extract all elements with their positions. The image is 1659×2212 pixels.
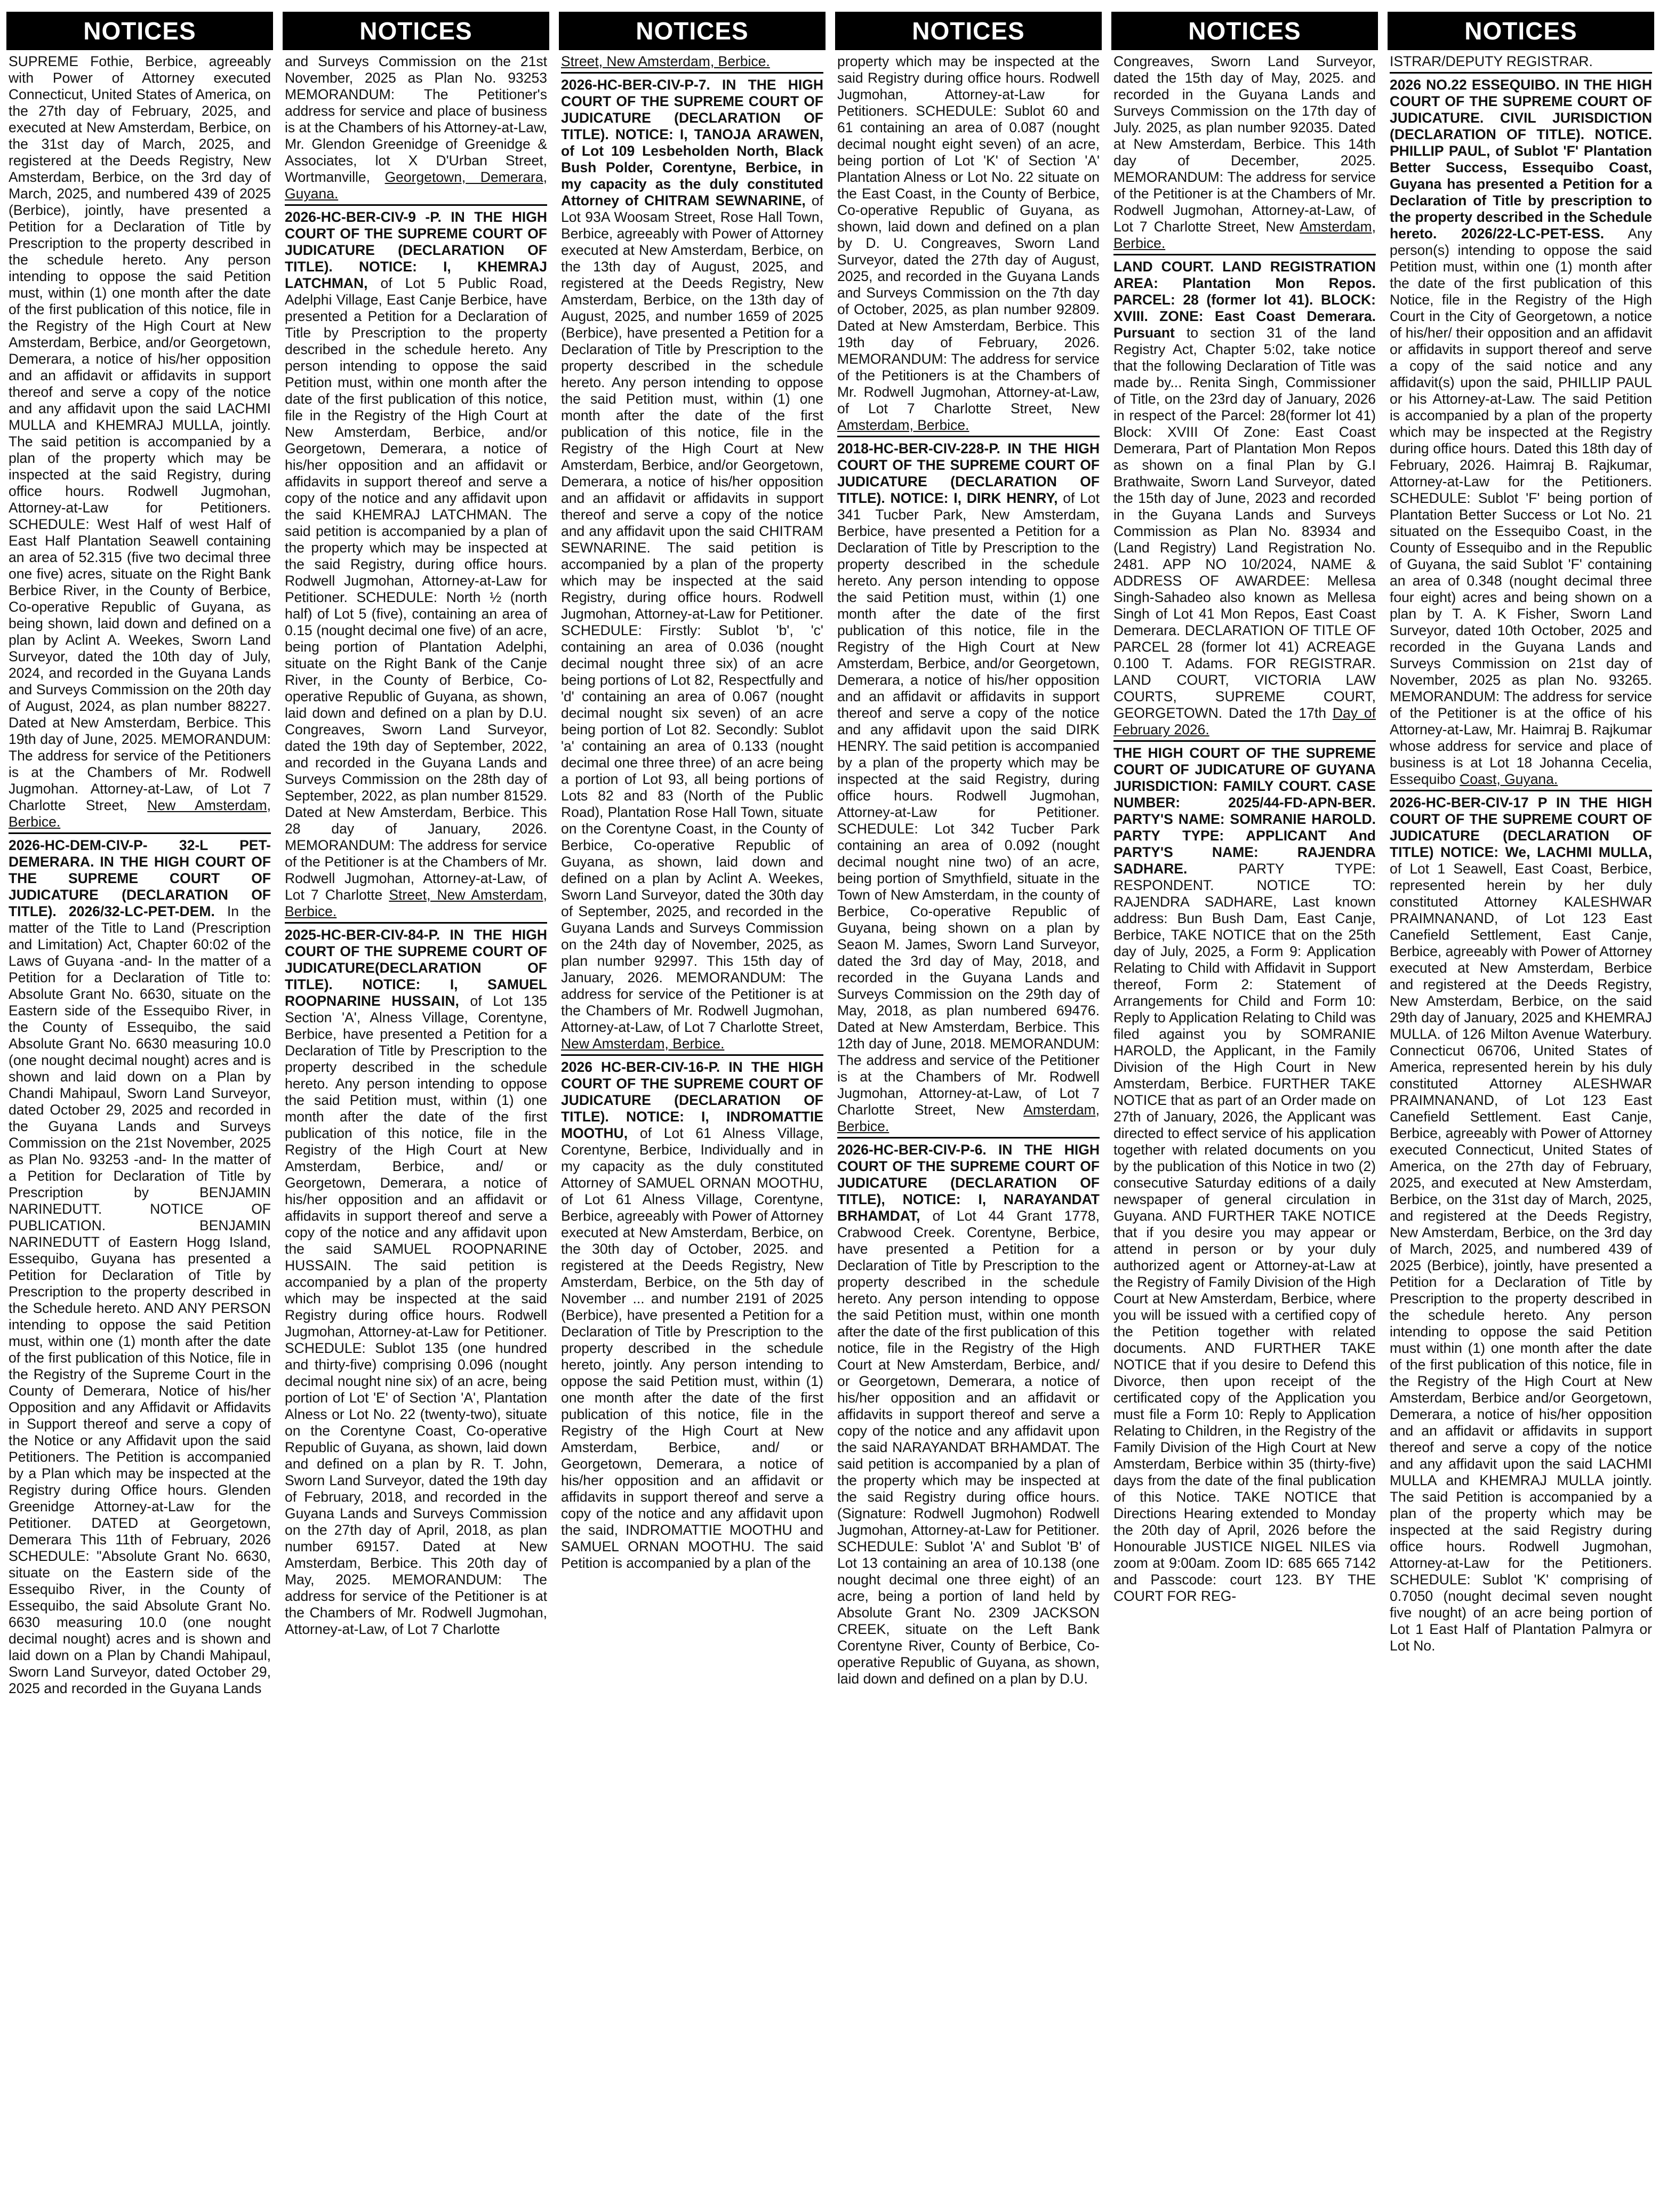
notices-column-body xyxy=(835,50,1102,1687)
notice-body: and Surveys Commission on the 21st November, 2025 as Plan No. 93253 MEMORANDUM: The Petitioner's address for service and place of business is at the Chambers of his Attorney-at-Law, Mr. Glendon Greenidge of Greenidge & Associates, lot X D'Urban Street, Wortmanville, xyxy=(285,53,547,185)
notices-header: NOTICES xyxy=(835,12,1102,50)
notices-column-body xyxy=(1388,50,1654,1654)
notice-body: of Lot 61 Alness Village, Corentyne, Berbice, Individually and in my capacity as the duly constituted Attorney of SAMUEL ORNAN MOOTHU, of Lot 61 Alness Village, Corentyne, Berbice, agreeably with Power of Attorney executed at New Amsterdam, Berbice, on the 30th day of October, 2025. and registered at the Deeds Registry, New Amsterdam, Berbice, on the 5th day of November ... and number 2191 of 2025 (Berbice), have presented a Petition for a Declaration of Title by Prescription to the property described in the schedule hereto, jointly. Any person intending to oppose the said Petition must, within (1) one month after the date of the first publication of this notice, file in the Registry of the High Court at New Amsterdam, Berbice, and/ or Georgetown, Demerara, a notice of his/her opposition and an affidavit or affidavits in support thereof and serve a copy of the notice and any affidavit upon the said, INDROMATTIE MOOTHU and SAMUEL ORNAN MOOTHU. The said Petition is accompanied by a plan of the xyxy=(561,1125,823,1571)
notice-heading: 2026 NO.22 ESSEQUIBO. IN THE HIGH COURT OF THE SUPREME COURT OF JUDICATURE. CIVIL JURISDICTION (DECLARATION OF TITLE). NOTICE. PHILLIP PAUL, of Sublot 'F' Plantation Better Success, Essequibo Coast, Guyana has presented a Petition for a Declaration of Title by prescription to the property described in the Schedule hereto. 2026/22-LC-PET-ESS. xyxy=(1390,77,1652,242)
notice-heading: 2026-HC-BER-CIV-P-6. IN THE HIGH COURT OF THE SUPREME COURT OF JUDICATURE (DECLARATION OF TITLE), NOTICE: I, NARAYANDAT BRHAMDAT, xyxy=(837,1142,1100,1224)
notices-column-body xyxy=(6,50,273,1697)
notice-heading: 2026-HC-BER-CIV-9 -P. IN THE HIGH COURT OF THE SUPREME COURT OF JUDICATURE (DECLARATION OF TITLE). NOTICE: I, KHEMRAJ LATCHMAN, xyxy=(285,209,547,291)
notice xyxy=(1113,259,1376,738)
notice-address-underlined: Georgetown, Demerara, Guyana. xyxy=(285,169,547,202)
notice xyxy=(1390,795,1652,1654)
notice-address-underlined: Amsterdam, Berbice. xyxy=(837,1102,1100,1134)
notice-divider xyxy=(285,204,547,206)
notice xyxy=(837,440,1100,1135)
notices-column-3 xyxy=(559,12,826,2208)
notice xyxy=(837,53,1100,434)
notice-body: property which may be inspected at the said Registry during office hours. Rodwell Jugmohan, Attorney-at-Law for Petitioners. SCHEDULE: Sublot 60 and 61 containing an area of 0.087 (nought decimal nought eight seven) of an acre, being portion of Lot 'K' of Section 'A' Plantation Alness or Lot No. 22 situate on the East Coast, in the County of Berbice, Co-operative Republic of Guyana, as shown, laid down and defined on a plan by D. U. Congreaves, Sworn Land Surveyor, dated the 27th day of August, 2025, and recorded in the Guyana Lands and Surveys Commission on the 7th day of October, 2025, as plan number 92809. Dated at New Amsterdam, Berbice. This 19th day of February, 2026. MEMORANDUM: The address for service of the Petitioners is at the Chambers of Mr. Rodwell Jugmohan, Attorney-at-Law, of Lot 7 Charlotte Street, New xyxy=(837,53,1100,416)
notice xyxy=(285,209,547,920)
notice-address-underlined: New Amsterdam, Berbice. xyxy=(9,797,271,830)
notice xyxy=(837,1142,1100,1687)
notices-column-body xyxy=(559,50,826,1572)
notice-divider xyxy=(561,72,823,74)
notices-column-4 xyxy=(835,12,1102,2208)
notice-address-underlined: New Amsterdam, Berbice. xyxy=(561,1036,725,1052)
notice-divider xyxy=(837,436,1100,437)
notice-body: Congreaves, Sworn Land Surveyor, dated the 15th day of May, 2025. and recorded in the Guyana Lands and Surveys Commission on the 17th day of July. 2025, as plan number 92035. Dated at New Amsterdam, Berbice. This 14th day of December, 2025. MEMORANDUM: The address for service of the Petitioner is at the Chambers of Mr. Rodwell Jugmohan, Attorney-at-Law, of Lot 7 Charlotte Street, New xyxy=(1113,53,1376,235)
notice xyxy=(285,53,547,202)
notice-heading: 2026-HC-DEM-CIV-P- 32-L PET- DEMERARA. IN THE HIGH COURT OF THE SUPREME COURT OF JUDICATURE (DECLARATION OF TITLE). 2026/32-LC-PET-DEM. xyxy=(9,837,271,919)
notice-body: of Lot 93A Woosam Street, Rose Hall Town, Berbice, agreeably with Power of Attorney executed at New Amsterdam, Berbice, on the 13th day of August, 2025, and registered at the Deeds Registry, New Amsterdam, Berbice, on the 13th day of August, 2025, and number 1659 of 2025 (Berbice), have presented a Petition for a Declaration of Title by Prescription to the property described in the schedule hereto. Any person intending to oppose the said Petition must, within (1) one month after the date of the first publication of this notice, file in the Registry of the High Court at New Amsterdam, Berbice, and/or Georgetown, Demerara, a notice of his/her opposition and an affidavit or affidavits in support thereof and serve a copy of the notice and any affidavit upon the said CHITRAM SEWNARINE. The said petition is accompanied by a plan of the property which may be inspected at the said Registry, during office hours. Rodwell Jugmohan, Attorney-at-Law for Petitioner. SCHEDULE: Firstly: Sublot 'b', 'c' containing an area of 0.036 (nought decimal nought three six) of an acre being portions of Lot 82, Respectfully and 'd' containing an area of 0.067 (nought decimal nought six seven) of an acre being portion of Lot 82. Secondly: Sublot 'a' containing an area of 0.133 (nought decimal one three three) of an acre being a portion of Lot 93, all being portions of Lots 82 and 83 (North of the Public Road), Plantation Rose Hall Town, situate on the Corentyne Coast, in the County of Berbice, Co-operative Republic of Guyana, as shown, laid down and defined on a plan by Aclint A. Weekes, Sworn Land Surveyor, dated the 30th day of September, 2025, and recorded in the Guyana Lands and Surveys Commission on the 24th day of November, 2025, as plan number 92997. This 15th day of January, 2026. MEMORANDUM: The address for service of the Petitioner is at the Chambers of Mr. Rodwell Jugmohan, Attorney-at-Law, of Lot 7 Charlotte Street, xyxy=(561,193,823,1035)
notice-body: of Lot 135 Section 'A', Alness Village, Corentyne, Berbice, have presented a Petition for a Declaration of Title by Prescription to the property described in the schedule hereto. Any person intending to oppose the said Petition must, within (1) one month after the date of the first publication of this notice, file in the Registry of the High Court at New Amsterdam, Berbice, and/ or Georgetown, Demerara, a notice of his/her opposition and an affidavit or affidavits in support thereof and serve a copy of the notice and any affidavit upon the said SAMUEL ROOPNARINE HUSSAIN. The said petition is accompanied by a plan of the property which may be inspected at the said Registry during office hours. Rodwell Jugmohan, Attorney-at-Law for Petitioner. SCHEDULE: Sublot 135 (one hundred and thirty-five) comprising 0.096 (nought decimal nought nine six) of an acre, being portion of Lot 'E' of Section 'A', Plantation Alness or Lot No. 22 (twenty-two), situate on the Corentyne Coast, Co-operative Republic of Guyana, as shown, laid down and defined on a plan by R. T. John, Sworn Land Surveyor, dated the 19th day of February, 2018, and recorded in the Guyana Lands and Surveys Commission on the 27th day of April, 2018, as plan number 69157. Dated at New Amsterdam, Berbice. This 20th day of May, 2025. MEMORANDUM: The address for service of the Petitioner is at the Chambers of Mr. Rodwell Jugmohan, Attorney-at-Law, of Lot 7 Charlotte xyxy=(285,993,547,1637)
notice-divider xyxy=(1113,740,1376,742)
notice-address-underlined: Coast, Guyana. xyxy=(1460,771,1558,787)
notice-address-underlined: Amsterdam, Berbice. xyxy=(1113,219,1376,251)
notice xyxy=(1390,77,1652,788)
notice-body: of Lot 44 Grant 1778, Crabwood Creek. Corentyne, Berbice, have presented a Petition for a Declaration of Title by Prescription to the property described in the schedule hereto. Any person intending to oppose the said Petition must, within one month after the date of the first publication of this notice, file in the Registry of the High Court at New Amsterdam, Berbice, and/ or Georgetown, Demerara, a notice of his/her opposition and an affidavit or affidavits in support thereof and serve a copy of the notice and any affidavit upon the said NARAYANDAT BRHAMDAT. The said petition is accompanied by a plan of the property which may be inspected at the said Registry during office hours. (Signature: Rodwell Jugmohon) Rodwell Jugmohan, Attorney-at-Law for Petitioner. SCHEDULE: Sublot 'A' and Sublot 'B' of Lot 13 containing an area of 10.138 (one nought decimal one three eight) of an acre, being a portion of land held by Absolute Grant No. 2309 JACKSON CREEK, situate on the Left Bank Corentyne River, County of Berbice, Co-operative Republic of Guyana, as shown, laid down and defined on a plan by D.U. xyxy=(837,1208,1100,1687)
notice-address-underlined: Amsterdam, Berbice. xyxy=(837,417,969,433)
notice-heading: 2018-HC-BER-CIV-228-P. IN THE HIGH COURT OF THE SUPREME COURT OF JUDICATURE (DECLARATION OF TITLE). NOTICE: I, DIRK HENRY, xyxy=(837,440,1100,506)
notice-body: PARTY TYPE: RESPONDENT. NOTICE TO: RAJENDRA SADHARE, Last known address: Bun Bush Dam, East Canje, Berbice, TAKE NOTICE that on the 25th day of July, 2025, a Form 9: Application Relating to Child with Affidavit in Support thereof, Form 2: Statement of Arrangements for Child and Form 10: Reply to Application Relating to Child was filed against you by SOMRANIE HAROLD, the Applicant, in the Family Division of the High Court in New Amsterdam, Berbice. FURTHER TAKE NOTICE that as part of an Order made on 27th of January, 2026, the Applicant was directed to effect service of his application together with related documents on you by the publication of this Notice in two (2) consecutive Saturday editions of a daily newspaper of general circulation in Guyana. AND FURTHER TAKE NOTICE that if you desire you may appear or attend in person or by your duly authorized agent or Attorney-at-Law at the Registry of Family Division of the High Court at New Amsterdam, Berbice, where you will be issued with a certified copy of the Petition together with related documents. AND FURTHER TAKE NOTICE that if you desire to Defend this Divorce, then upon receipt of the certificated copy of the Application you must file a Form 10: Reply to Application Relating to Children, in the Registry of the Family Division of the High Court at New Amsterdam, Berbice within 35 (thirty-five) days from the date of the final publication of this Notice. TAKE NOTICE that Directions Hearing extended to Monday the 20th day of April, 2026 before the Honourable JUSTICE NIGEL NILES via zoom at 9:00am. Zoom ID: 685 665 7142 and Passcode: court 123. BY THE COURT FOR REG- xyxy=(1113,861,1376,1604)
notice-address-underlined: Street, New Amsterdam, Berbice. xyxy=(561,53,770,69)
notice xyxy=(561,1059,823,1572)
notice xyxy=(561,53,823,70)
notice xyxy=(1390,53,1652,70)
notices-column-5 xyxy=(1111,12,1378,2208)
notice xyxy=(9,53,271,830)
notices-column-2 xyxy=(283,12,549,2208)
notice xyxy=(285,927,547,1638)
notice-body: Any person(s) intending to oppose the said Petition must, within one (1) month after the date of the first publication of this Notice, file in the Registry of the High Court in the City of Georgetown, a notice of his/her/ their opposition and an affidavit or affidavits in support thereof and serve a copy of the said notice and any affidavit(s) upon the said, PHILLIP PAUL or his Attorney-at-Law. The said Petition is accompanied by a plan of the property which may be inspected at the Registry during office hours. Dated this 18th day of February, 2026. Haimraj B. Rajkumar, Attorney-at-Law for the Petitioners. SCHEDULE: Sublot 'F' being portion of Plantation Better Success or Lot No. 21 situated on the Essequibo Coast, in the County of Essequibo and in the Republic of Guyana, the said Sublot 'F' containing an area of 0.348 (nought decimal three four eight) acres and being shown on a plan by T. A. K Fisher, Sworn Land Surveyor, dated 10th October, 2025 and recorded in the Guyana Lands and Surveys Commission on 21st day of November, 2025 as plan No. 93265. MEMORANDUM: The address for service of the Petitioner is at the office of his Attorney-at-Law, Mr. Haimraj B. Rajkumar whose address for service and place of business is at Lot 18 Johanna Cecelia, Essequibo xyxy=(1390,226,1652,787)
notice-heading: 2026 HC-BER-CIV-16-P. IN THE HIGH COURT OF THE SUPREME COURT OF JUDICATURE (DECLARATION OF TITLE). NOTICE: I, INDROMATTIE MOOTHU, xyxy=(561,1059,823,1141)
notices-column-1 xyxy=(6,12,273,2208)
notices-header: NOTICES xyxy=(1388,12,1654,50)
notices-column-body xyxy=(283,50,549,1638)
notice-body: In the matter of the Title to Land (Prescription and Limitation) Act, Chapter 60:02 of the Laws of Guyana -and- In the matter of a Petition for a Declaration of Title to: Absolute Grant No. 6630, situate on the Eastern side of the Essequibo River, in the County of Essequibo, the said Absolute Grant No. 6630 measuring 10.0 (one nought decimal nought) acres and is shown and laid down on a Plan by Chandi Mahipaul, Sworn Land Surveyor, dated October 29, 2025 and recorded in the Guyana Lands and Surveys Commission on the 21st November, 2025 as Plan No. 93253 -and- In the matter of a Petition for Declaration of Title by Prescription by BENJAMIN NARINEDUTT. NOTICE OF PUBLICATION. BENJAMIN NARINEDUTT of Eastern Hogg Island, Essequibo, Guyana has presented a Petition for Declaration of Title by Prescription to the property described in the Schedule hereto. AND ANY PERSON intending to oppose the said Petition must, within one (1) month after the date of the first publication of this Notice, file in the Registry of the Supreme Court in the County of Demerara, Notice of his/her Opposition and any Affidavit or Affidavits in Support thereof and serve a copy of the Notice or any Affidavit upon the said Petitioners. The Petition is accompanied by a Plan which may be inspected at the Registry during Office hours. Glenden Greenidge Attorney-at-Law for the Petitioner. DATED at Georgetown, Demerara This 11th of February, 2026 SCHEDULE: "Absolute Grant No. 6630, situate on the Eastern side of the Essequibo River, in the County of Essequibo, the said Absolute Grant No. 6630 measuring 10.0 (one nought decimal nought) acres and is shown and laid down on a Plan by Chandi Mahipaul, Sworn Land Surveyor, dated October 29, 2025 and recorded in the Guyana Lands xyxy=(9,903,271,1696)
notices-header: NOTICES xyxy=(6,12,273,50)
notice-divider xyxy=(285,922,547,924)
notice-body: SUPREME Fothie, Berbice, agreeably with Power of Attorney executed Connecticut, United States of America, on the 27th day of February, 2025, and executed at New Amsterdam, Berbice, on the 31st day of March, 2025, and registered at the Deeds Registry, New Amsterdam, Berbice, on the 3rd day of March, 2025, and numbered 439 of 2025 (Berbice), jointly, have presented a Petition for a Declaration of Title by Prescription to the property described in the schedule hereto. Any person intending to oppose the said Petition must, within (1) one month after the date of the first publication of this notice, file in the Registry of the High Court at New Amsterdam, Berbice, and/or Georgetown, Demerara, a notice of his/her opposition and an affidavit or affidavits in support thereof and serve a copy of the notice and any affidavit upon the said LACHMI MULLA and KHEMRAJ MULLA, jointly. The said petition is accompanied by a plan of the property which may be inspected at the said Registry, during office hours. Rodwell Jugmohan, Attorney-at-Law for Petitioners. SCHEDULE: West Half of west Half of East Half Plantation Seawell containing an area of 52.315 (five two decimal three one five) acres, situate on the Right Bank Berbice River, in the County of Berbice, Co-operative Republic of Guyana, as being shown, laid down and defined on a plan by Aclint A. Weekes, Sworn Land Surveyor, dated the 10th day of July, 2024, and recorded in the Guyana Lands and Surveys Commission on the 20th day of August, 2024, as plan number 88227. Dated at New Amsterdam, Berbice. This 19th day of June, 2025. MEMORANDUM: The address for service of the Petitioners is at the Chambers of Mr. Rodwell Jugmohan. Attorney-at-Law, of Lot 7 Charlotte Street, xyxy=(9,53,271,813)
notice xyxy=(9,837,271,1697)
notice xyxy=(561,77,823,1052)
notice-heading: LAND COURT. LAND REGISTRATION AREA: Plantation Mon Repos. PARCEL: 28 (former lot 41). BLOCK: XVIII. ZONE: East Coast Demerara. Pursuant xyxy=(1113,259,1376,341)
notices-column-6 xyxy=(1388,12,1654,2208)
notice-divider xyxy=(9,832,271,834)
notice-body: of Lot 341 Tucber Park, New Amsterdam, Berbice, have presented a Petition for a Declaration of Title by Prescription to the property described in the schedule hereto. Any person intending to oppose the said Petition must, within (1) one month after the date of the first publication of this notice, file in the Registry of the High Court at New Amsterdam, Berbice, and/or Georgetown, Demerara, a notice of his/her opposition and an affidavit or affidavits in support thereof and serve a copy of the notice and any affidavit upon the said DIRK HENRY. The said petition is accompanied by a plan of the property which may be inspected at the said Registry, during office hours. Rodwell Jugmohan, Attorney-at-Law for Petitioner. SCHEDULE: Lot 342 Tucber Park containing an area of 0.092 (nought decimal nought nine two) of an acre, being portion of Smythfield, situate in the Town of New Amsterdam, in the county of Berbice, Co-operative Republic of Guyana, being shown on a plan by Seaon M. James, Sworn Land Surveyor, dated the 3rd day of May, 2018, and recorded in the Guyana Lands and Surveys Commission on the 29th day of May, 2018, as plan numbered 69476. Dated at New Amsterdam, Berbice. This 12th day of June, 2018. MEMORANDUM: The address and service of the Petitioner is at the Chambers of Mr. Rodwell Jugmohan, Attorney-at-Law, of Lot 7 Charlotte Street, New xyxy=(837,490,1100,1118)
notices-header: NOTICES xyxy=(283,12,549,50)
notice-heading: 2026-HC-BER-CIV-17 P IN THE HIGH COURT OF THE SUPREME COURT OF JUDICATURE (DECLARATION OF TITLE) NOTICE: We, LACHMI MULLA, xyxy=(1390,795,1652,860)
notice-divider xyxy=(1113,254,1376,255)
notice xyxy=(1113,53,1376,252)
notice-address-underlined: Street, New Amsterdam, Berbice. xyxy=(285,887,547,919)
notice-body: to section 31 of the land Registry Act, Chapter 5:02, take notice that the following Declaration of Title was made by... Renita Singh, Commissioner of Title, on the 23rd day of January, 2026 in respect of the Parcel: 28(former lot 41) Block: XVIII Of Zone: East Coast Demerara, Part of Plantation Mon Repos as shown on a final Plan by G.I Brathwaite, Sworn Land Surveyor, dated the 15th day of June, 2023 and recorded in the Guyana Lands and Surveys Commission as Plan No. 83934 and (Land Registry) Land Registration No. 2481. APP NO 10/2024, NAME & ADDRESS OF AWARDEE: Mellesa Singh-Sahadeo also known as Mellesa Singh of Lot 41 Mon Repos, East Coast Demerara. DECLARATION OF TITLE OF PARCEL 28 (former lot 41) ACREAGE 0.100 T. Adams. FOR REGISTRAR. LAND COURT, VICTORIA LAW COURTS, SUPREME COURT, GEORGETOWN. Dated the 17th xyxy=(1113,325,1376,721)
notices-header: NOTICES xyxy=(559,12,826,50)
notice-address-underlined: Day of February 2026. xyxy=(1113,705,1376,738)
notice-body: of Lot 5 Public Road, Adelphi Village, East Canje Berbice, have presented a Petition for a Declaration of Title by Prescription to the property described in the schedule hereto. Any person intending to oppose the said Petition must, within one month after the date of the first publication of this notice, file in the Registry of the High Court at New Amsterdam, Berbice, and/or Georgetown, Demerara, a notice of his/her opposition and an affidavit or affidavits in support thereof and serve a copy of the notice and any affidavit upon the said KHEMRAJ LATCHMAN. The said petition is accompanied by a plan of the property which may be inspected at the said Registry, during office hours. Rodwell Jugmohan, Attorney-at-Law for Petitioner. SCHEDULE: North ½ (north half) of Lot 5 (five), containing an area of 0.15 (nought decimal one five) of an acre, being portion of Plantation Adelphi, situate on the Right Bank of the Canje River, in the County of Berbice, Co-operative Republic of Guyana, as shown, laid down and defined on a plan by D.U. Congreaves, Sworn Land Surveyor, dated the 19th day of September, 2022, and recorded in the Guyana Lands and Surveys Commission on the 28th day of September, 2022, as plan number 81529. Dated at New Amsterdam, Berbice. This 28 day of January, 2026. MEMORANDUM: The address for service of the Petitioner is at the Chambers of Mr. Rodwell Jugmohan, Attorney-at-Law, of Lot 7 Charlotte xyxy=(285,275,547,903)
notice-divider xyxy=(1390,790,1652,791)
notice-heading: THE HIGH COURT OF THE SUPREME COURT OF JUDICATURE OF GUYANA JURISDICTION: FAMILY COURT. CASE NUMBER: 2025/44-FD-APN-BER. PARTY'S NAME: SOMRANIE HAROLD. PARTY TYPE: APPLICANT And PARTY'S NAME: RAJENDRA SADHARE. xyxy=(1113,745,1376,877)
notice-body: ISTRAR/DEPUTY REGISTRAR. xyxy=(1390,53,1593,69)
notices-column-body xyxy=(1111,50,1378,1605)
notice-divider xyxy=(1390,72,1652,74)
notice xyxy=(1113,745,1376,1605)
notice-divider xyxy=(837,1137,1100,1139)
notice-body: of Lot 1 Seawell, East Coast, Berbice, represented herein by her duly constituted Attorney KALESHWAR PRAIMNANAND, of Lot 123 East Canefield Settlement, East Canje, Berbice, agreeably with Power of Attorney executed at New Amsterdam, Berbice and registered at the Deeds Registry, New Amsterdam, Berbice, on the said 29th day of January, 2025 and KHEMRAJ MULLA. of 126 Milton Avenue Waterbury. Connecticut 06706, United States of America, represented herein by his duly constituted Attorney ALESHWAR PRAIMNANAND, of Lot 123 East Canefield Settlement. East Canje, Berbice, agreeably with Power of Attorney executed Connecticut, United States of America, on the 27th day of February, 2025, and executed at New Amsterdam, Berbice, on the 31st day of March, 2025, and registered at the Deeds Registry, New Amsterdam, Berbice, on the 3rd day of March, 2025, and numbered 439 of 2025 (Berbice), jointly, have presented a Petition for a Declaration of Title by Prescription to the property described in the schedule hereto. Any person intending to oppose the said Petition must within (1) one month after the date of the first publication of this notice, file in the Registry of the High Court at New Amsterdam, Berbice and/or Georgetown, Demerara, a notice of his/her opposition and an affidavit or affidavits in support thereof and serve a copy of the notice and any affidavit upon the said LACHMI MULLA and KHEMRAJ MULLA jointly. The said Petition is accompanied by a plan of the property which may be inspected at the said Registry during office hours. Rodwell Jugmohan, Attorney-at-Law for the Petitioners. SCHEDULE: Sublot 'K' comprising of 0.7050 (nought decimal seven nought five nought) of an acre being portion of Lot 1 East Half of Plantation Palmyra or Lot No. xyxy=(1390,861,1652,1654)
notices-header: NOTICES xyxy=(1111,12,1378,50)
notice-heading: 2025-HC-BER-CIV-84-P. IN THE HIGH COURT OF THE SUPREME COURT OF JUDICATURE(DECLARATION OF TITLE). NOTICE: I, SAMUEL ROOPNARINE HUSSAIN, xyxy=(285,927,547,1009)
notice-heading: 2026-HC-BER-CIV-P-7. IN THE HIGH COURT OF THE SUPREME COURT OF JUDICATURE (DECLARATION OF TITLE). NOTICE: I, TANOJA ARAWEN, of Lot 109 Lesbeholden North, Black Bush Polder, Corentyne, Berbice, in my capacity as the duly constituted Attorney of CHITRAM SEWNARINE, xyxy=(561,77,823,209)
notice-divider xyxy=(561,1054,823,1056)
